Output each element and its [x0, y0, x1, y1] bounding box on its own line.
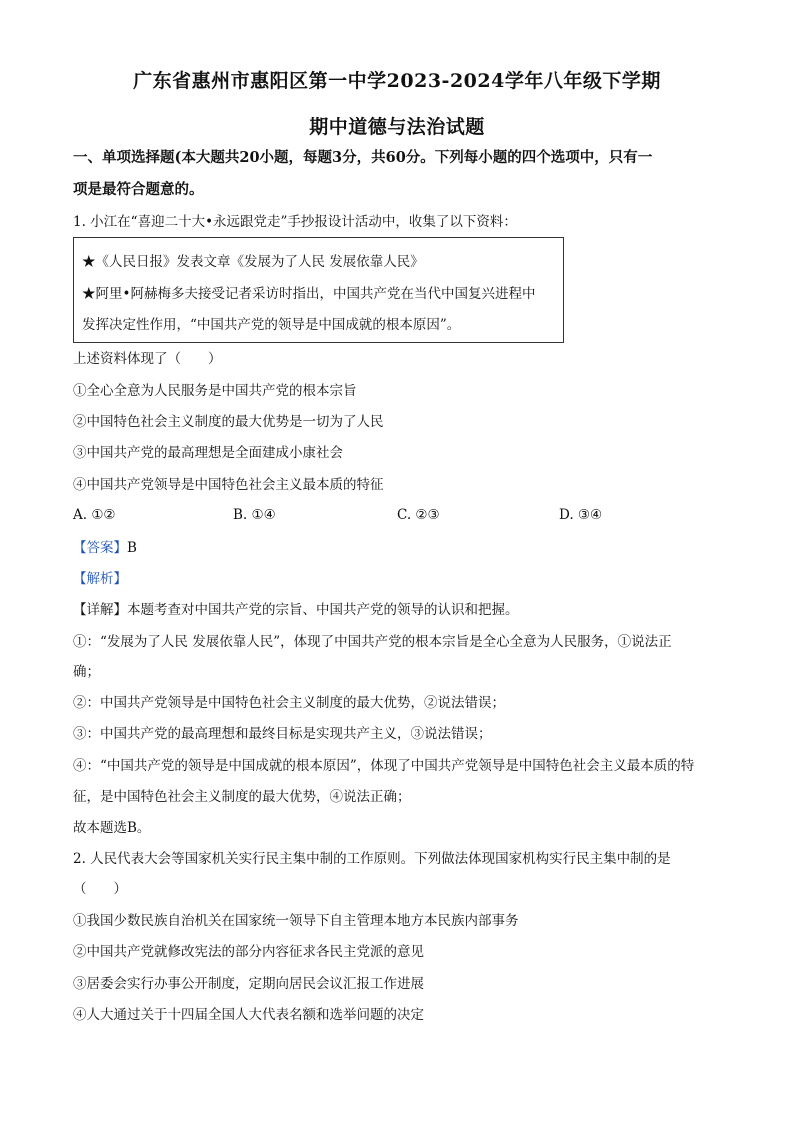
option-c: C. ②③: [397, 507, 440, 523]
statement-2: ②中国特色社会主义制度的最大优势是一切为了人民: [73, 414, 384, 430]
section-heading-line1: 一、单项选择题(本大题共20小题，每题3分，共60分。下列每小题的四个选项中，只有一: [73, 149, 653, 166]
material-line-2: ★阿里•阿赫梅多夫接受记者采访时指出，中国共产党在当代中国复兴进程中: [82, 286, 536, 302]
question-2-stem-line1: 2. 人民代表大会等国家机关实行民主集中制的工作原则。下列做法体现国家机构实行民主集中制的是: [73, 851, 671, 867]
explanation-4-line2: 征，是中国特色社会主义制度的最大优势，④说法正确；: [73, 789, 411, 805]
q2-statement-2: ②中国共产党就修改宪法的部分内容征求各民主党派的意见: [73, 944, 424, 960]
question-2-stem-line2: （ ）: [73, 881, 127, 897]
statement-1: ①全心全意为人民服务是中国共产党的根本宗旨: [73, 383, 357, 399]
option-a: A. ①②: [73, 507, 116, 523]
material-box: [73, 237, 564, 343]
explanation-3: ③：中国共产党的最高理想和最终目标是实现共产主义，③说法错误；: [73, 726, 492, 742]
q2-statement-3: ③居委会实行办事公开制度，定期向居民会议汇报工作进展: [73, 976, 424, 992]
answer-tag: 【答案】: [73, 540, 127, 556]
question-1-prompt: 上述资料体现了（ ）: [73, 351, 222, 367]
detail-text: 本题考查对中国共产党的宗旨、中国共产党的领导的认识和把握。: [127, 602, 519, 618]
answer-line: [73, 538, 137, 558]
q2-statement-4: ④人大通过关于十四届全国人大代表名额和选举问题的决定: [73, 1007, 424, 1023]
option-b: B. ①④: [233, 507, 276, 523]
explanation-1-line1: ①：“发展为了人民 发展依靠人民”，体现了中国共产党的根本宗旨是全心全意为人民服务，①说法正: [73, 634, 672, 650]
detail-line: [73, 600, 519, 620]
exam-title-line1: 广东省惠州市惠阳区第一中学2023-2024学年八年级下学期: [133, 70, 661, 92]
section-heading-line2: 项是最符合题意的。: [73, 181, 204, 198]
material-line-1: ★《人民日报》发表文章《发展为了人民 发展依靠人民》: [82, 254, 424, 270]
explanation-2: ②：中国共产党领导是中国特色社会主义制度的最大优势，②说法错误；: [73, 695, 505, 711]
answer-value: B: [127, 540, 137, 556]
exam-title-line2: 期中道德与法治试题: [309, 116, 485, 138]
option-d: D. ③④: [559, 507, 603, 523]
question-1-stem: 1. 小江在“喜迎二十大•永远跟党走”手抄报设计活动中，收集了以下资料：: [73, 214, 517, 230]
explanation-4-line1: ④：“中国共产党的领导是中国成就的根本原因”，体现了中国共产党领导是中国特色社会主义最本质的特: [73, 758, 695, 774]
explanation-1-line2: 确；: [73, 664, 100, 680]
material-line-3: 发挥决定性作用，“中国共产党的领导是中国成就的根本原因”。: [82, 317, 461, 333]
q2-statement-1: ①我国少数民族自治机关在国家统一领导下自主管理本地方本民族内部事务: [73, 913, 519, 929]
conclusion: 故本题选B。: [73, 820, 151, 836]
statement-4: ④中国共产党领导是中国特色社会主义最本质的特征: [73, 477, 384, 493]
statement-3: ③中国共产党的最高理想是全面建成小康社会: [73, 445, 343, 461]
analysis-line: [73, 569, 127, 589]
analysis-tag: 【解析】: [73, 571, 127, 587]
detail-tag: 【详解】: [73, 602, 127, 618]
